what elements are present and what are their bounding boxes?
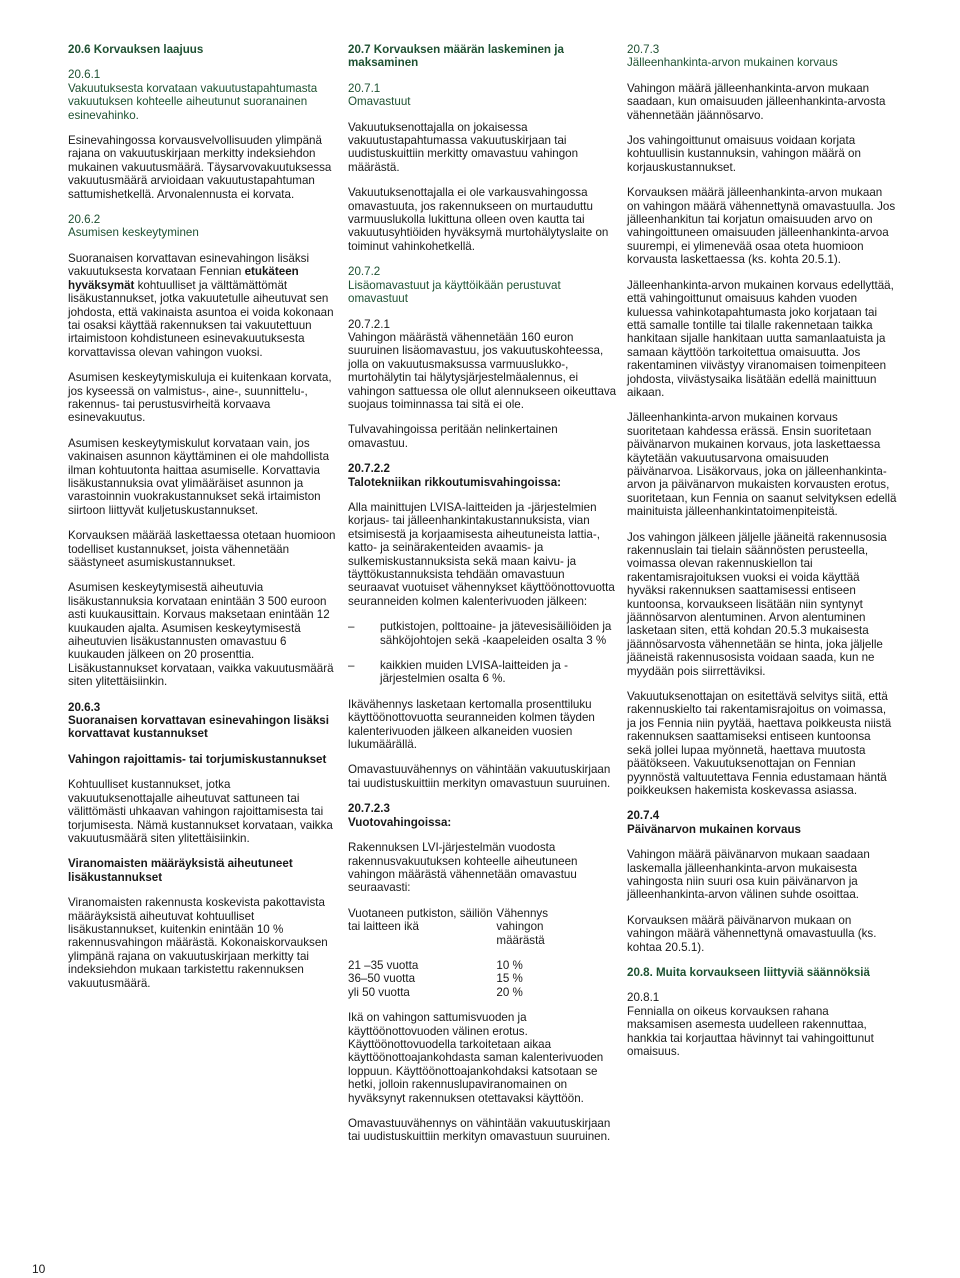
dash-bullet: – [348, 659, 355, 673]
table-header-cell: Vähennys vahingon määrästä [496, 906, 548, 947]
column-1 [68, 43, 338, 1002]
table-cell: 15 % [496, 972, 523, 986]
list-item [348, 620, 618, 647]
paragraph: Jälleenhankinta-arvon mukainen korvaus edellyttää, että vahingoittunut omaisuus kahden vuoden kuluessa vahinkotapahtumasta joko korjataan tai että samalle tontille tai tilalle rakennetaan taikka hankitaan sijalle hankitaan uutta samanlaatuista ja samaan käyttöön tarkoitettua omaisuutta. Jos rakentaminen viivästyy viranomaisen toimenpiteen johdosta, viivästysaika lisätään edellä mainittuun aikaan. [627, 278, 894, 399]
section-title: Omavastuut [348, 95, 411, 109]
section-20-6-3-heading [68, 701, 338, 741]
paragraph: Omavastuuvähennys on vähintään vakuutuskirjaan tai uudistuskuittiin merkityn omavastuun suuruinen. [348, 763, 611, 790]
section-20-7-2-3-heading [348, 802, 618, 829]
table-cell: yli 50 vuotta [348, 985, 410, 999]
page-number: 10 [32, 1262, 46, 1276]
paragraph: Asumisen keskeytymisestä aiheutuvia lisäkustannuksia korvataan enintään 3 500 euroon asti kuukausittain. Korvaus maksetaan enintään 12 kuukauden ajalta. Asumisen keskeytymisestä aiheutuvien lisäkustannusten omavastuu 6 kuukauden jälkeen on 20 prosenttia. Lisäkustannukset korvataan, vaikka vakuutusmäärä siten ylitettäisiinkin. [68, 581, 334, 689]
section-20-7-4-heading [627, 809, 897, 836]
paragraph: Jos vahingoittunut omaisuus voidaan korjata kohtuullisin kustannuksin, vahingon määrä on korjauskustannukset. [627, 134, 861, 174]
paragraph: Korvauksen määrä päivänarvon mukaan on vahingon määrä vähennettynä omavastuulla (ks. kohtaa 20.5.1). [627, 913, 877, 954]
deductible-table [348, 907, 548, 999]
section-title: Suoranaisen korvattavan esinevahingon lisäksi korvattavat kustannukset [68, 714, 329, 741]
table-cell: 10 % [496, 958, 523, 972]
paragraph: Ikä on vahingon sattumisvuoden ja käyttöönottovuoden välinen erotus. Käyttöönottovuodella tarkoitetaan aikaa käyttöönottoajankohdasta saman kalenterivuoden loppuun. Käyttöönottoajankohdaksi katsotaan se hetki, jolloin rakennuslupaviranomainen on hyväksynyt rakennuksen otettavaksi käyttöön. [348, 1011, 604, 1105]
list-item-text: putkistojen, polttoaine- ja jätevesisäiliöiden ja sähköjohtojen sekä -kaapeleiden osalta 3 % [380, 620, 612, 647]
section-title: Talotekniikan rikkoutumisvahingoissa: [348, 475, 562, 489]
table-row [348, 959, 548, 972]
section-number: 20.7.2.2 [348, 462, 390, 476]
section-20-6-title: 20.6 Korvauksen laajuus [68, 43, 204, 56]
paragraph: Esinevahingossa korvausvelvollisuuden ylimpänä rajana on vakuutuskirjaan merkitty indeksiehdon mukainen vakuutusmäärä. Täysarvovakuutuksessa vakuutusmäärä arvioidaan vakuutustapahtuman sattumishetkellä. Arvonalennusta ei korvata. [68, 134, 332, 201]
table-cell: 20 % [496, 985, 523, 999]
section-20-8-1-heading [627, 991, 897, 1004]
section-title: Lisäomavastuut ja käyttöikään perustuvat omavastuut [348, 278, 561, 306]
table-cell: 36–50 vuotta [348, 972, 416, 986]
list-item [348, 659, 618, 686]
paragraph: Vakuutuksenottajalla ei ole varkausvahingossa omavastuuta, jos rakennukseen on murtauduttu varmuuslukolla lukittuna olleen oven kautta tai vakuutusyhtiöiden hyväksymä murtohälytyslaite on toiminut vahinkohetkellä. [348, 186, 609, 253]
section-number: 20.7.3 [627, 43, 660, 56]
section-20-7-title: 20.7 Korvauksen määrän laskeminen ja maksaminen [348, 43, 564, 70]
paragraph: Jos vahingon jälkeen jäljelle jääneitä rakennusosia rakennuslain tai tielain säännösten perusteella, voimassa olevan rakennuskiellon tai rakentamisrajoituksen vuoksi ei voida käyttää hyväksi rakennuksen saattamisessi entiseen kuntoonsa, korvaukseen lisätään niin syntynyt jäännösarvon alentuminen. Arvon alentuminen lasketaan siten, että kohdan 20.5.3 mukaisesta jäännösarvosta vähennetään se hinta, joka jäljelle jääneistä rakennusosista voidaan saada, kun ne myydään pois siirrettäviksi. [627, 530, 887, 678]
subheading: Vahingon rajoittamis- tai torjumiskustannukset [68, 752, 327, 766]
section-number: 20.8.1 [627, 991, 660, 1005]
paragraph: Asumisen keskeytymiskulut korvataan vain, jos vakinaisen asunnon käyttäminen ei ole mahdollista ilman kohtuutonta haittaa asumiselle. Korvattavia lisäkustannuksia ovat ylimääräiset asunnon ja varastoinnin vuokrakustannukset sekä irtaimiston siirtoon liittyvät kuljetuskustannukset. [68, 436, 330, 517]
column-2 [348, 43, 618, 1156]
paragraph: Fennialla on oikeus korvauksen rahana maksamisen asemesta uudelleen rakennuttaa, hankkia tai korjauttaa hävinnyt tai vahingoittunut omaisuus. [627, 1004, 874, 1058]
section-20-7-2-2-heading [348, 462, 618, 489]
subheading: Viranomaisten määräyksistä aiheutuneet lisäkustannukset [68, 857, 293, 884]
text-run: kohtuulliset ja välttämättömät lisäkustannukset, jotka vakuutetulle aiheutuvat sen johdosta, että vakinaista asuntoa ei voida kokonaan tai osaksi käyttää rakennuksen tai vakuutettuun irtaimistoon kohdistuneen esinevakuutuksesta korvattavissa olevan vahingon vuoksi. [68, 278, 334, 359]
section-number: 20.7.2.1 [348, 317, 390, 331]
paragraph: Korvauksen määrää laskettaessa otetaan huomioon todelliset kustannukset, joista vähennetään säästyneet asumiskustannukset. [68, 529, 336, 569]
paragraph: Vakuutuksenottajan on esitettävä selvitys siitä, että rakennuskielto tai rakentamisrajoitus on voimassa, ja jos Fennia niin pyytää, haettava poikkeusta niistä rakennuksen saattamiseksi entiseen kuntoonsa sekä jollei lupaa myönnetä, haettava muutosta päätökseen. Vakuutuksenottajan on Fennian pyynnöstä valtuutettava Fennia edustamaan häntä poikkeuksen hakemista koskevassa asiassa. [627, 690, 892, 797]
table-header-cell: Vuotaneen putkiston, säiliön tai laitteen ikä [348, 906, 493, 934]
table-spacer-row [348, 947, 548, 959]
paragraph: Vahingon määrä jälleenhankinta-arvon mukaan saadaan, kun omaisuuden jälleenhankinta-arvosta vähennetään jäännösarvo. [627, 81, 886, 122]
section-20-7-2-1-heading [348, 318, 618, 331]
section-20-7-1-heading [348, 82, 618, 109]
paragraph [68, 252, 338, 359]
table-header-row [348, 907, 548, 947]
table-cell: 21 –35 vuotta [348, 958, 419, 972]
table-row [348, 972, 548, 985]
section-20-6-2-heading [68, 213, 338, 240]
section-number: 20.7.1 [348, 81, 381, 95]
paragraph: Vahingon määrästä vähennetään 160 euron suuruinen lisäomavastuu, jos vakuutuskohteessa, jolla on vakuutusmaksussa varmuuslukko-, murtohälytin tai hälytysjärjestelmäalennus, ei vahingon sattuessa ole ollut alennukseen oikeuttava suojaus toiminnassa tai sitä ei ole. [348, 330, 617, 411]
paragraph: Viranomaisten rakennusta koskevista pakottavista määräyksistä aiheutuvat kohtuulliset lisäkustannukset, kuitenkin enintään 10 % rakennusvahingon määrästä. Kokonaiskorvauksen ylimpänä rajana on vakuutuskirjaan merkitty tai indeksiehdon mukaan tarkistettu rakennuksen vakuutusmäärä. [68, 896, 328, 990]
paragraph: Alla mainittujen LVISA-laitteiden ja -järjestelmien korjaus- tai jälleenhankintakustannuksista, vian etsimisestä ja korjaamisesta aiheutuneista lattia-, katto- ja seinärakenteiden avaamis- ja sulkemiskustannuksista sekä maan kaivu- ja täyttökustannuksista tehdään omavastuun seuraavat vuotuiset vähennykset käyttöönottovuotta seuranneiden kolmen kalenterivuoden jälkeen: [348, 500, 615, 608]
paragraph: Omavastuuvähennys on vähintään vakuutuskirjaan tai uudistuskuittiin merkityn omavastuun suuruinen. [348, 1117, 611, 1144]
paragraph: Jälleenhankinta-arvon mukainen korvaus suoritetaan kahdessa erässä. Ensin suoritetaan päivänarvon mukainen korvaus, jota laskettaessa käytetään vakuutusarvona omaisuuden päivänarvoa. Lisäkorvaus, joka on jälleenhankinta-arvon ja päivänarvon mukaisten korvausten erotus, suoritetaan, kun Fennia on saanut selvityksen edellä mainituista jälleenhankintatoimenpiteistä. [627, 411, 897, 519]
paragraph: Vakuutuksenottajalla on jokaisessa vakuutustapahtumassa vakuutuskirjaan tai uudistuskuittiin merkitty omavastuu vahingon määrästä. [348, 120, 579, 174]
section-number: 20.7.4 [627, 809, 660, 823]
section-title: Jälleenhankinta-arvon mukainen korvaus [627, 56, 838, 70]
section-number: 20.6.1 [68, 68, 101, 82]
section-20-7-3-heading [627, 43, 897, 70]
paragraph: Vahingon määrä päivänarvon mukaan saadaan laskemalla jälleenhankinta-arvon mukaisesta vahingosta niin suuri osa kuin päivänarvon ja jälleenhankinta-arvon välinen suhde osoittaa. [627, 848, 870, 902]
list-item-text: kaikkien muiden LVISA-laitteiden ja -järjestelmien osalta 6 %. [380, 659, 568, 686]
section-20-8-title: 20.8. Muita korvaukseen liittyviä säännöksiä [627, 965, 870, 979]
section-title: Päivänarvon mukainen korvaus [627, 822, 801, 836]
paragraph: Ikävähennys lasketaan kertomalla prosenttiluku käyttöönottovuotta seuranneiden kolmen täyden kalenterivuoden jälkeen alkaneiden vuosien lukumäärällä. [348, 697, 595, 752]
section-20-6-1 [68, 68, 338, 122]
paragraph: Tulvavahingoissa peritään nelinkertainen omavastuu. [348, 423, 558, 450]
section-number: 20.7.2 [348, 265, 381, 279]
section-number: 20.6.3 [68, 700, 101, 714]
bold-text: etukäteen hyväksymät [68, 265, 299, 292]
dash-bullet: – [348, 620, 355, 634]
section-number: 20.6.2 [68, 213, 101, 227]
paragraph: Kohtuulliset kustannukset, jotka vakuutuksenottajalle aiheutuvat sattuneen tai välittömästi uhkaavan vahingon rajoittamisesta tai torjumisesta. Nämä kustannukset korvataan, vaikka vakuutusmäärä siten ylitettäisiinkin. [68, 778, 333, 845]
table-row [348, 986, 548, 999]
column-3 [627, 43, 897, 1070]
paragraph: Rakennuksen LVI-järjestelmän vuodosta rakennusvakuutuksen kohteelle aiheutuneen vahingon määrästä vähennetään omavastuu seuraavasti: [348, 841, 578, 895]
section-title: Vuotovahingoissa: [348, 815, 452, 829]
section-title: Asumisen keskeytyminen [68, 226, 199, 240]
section-number: 20.7.2.3 [348, 802, 390, 816]
section-lead: Vakuutuksesta korvataan vakuutustapahtumasta vakuutuksen kohteelle aiheutunut suoranainen esinevahinko. [68, 81, 318, 122]
paragraph: Korvauksen määrä jälleenhankinta-arvon mukaan on vahingon määrä vähennettynä omavastuulla. Jos jälleenhankitun tai korjatun omaisuuden arvo on vahingoittuneen omaisuuden jälleenhankinta-arvoa suurempi, ei ylimenevää osaa oteta huomioon korvausta laskettaessa (ks. kohta 20.5.1). [627, 186, 896, 267]
text-run: Suoranaisen korvattavan esinevahingon lisäksi vakuutuksesta korvataan Fennian [68, 251, 310, 279]
paragraph: Asumisen keskeytymiskuluja ei kuitenkaan korvata, jos kyseessä on valmistus-, aine-, suunnittelu-, rakennus- tai perustusvirheitä korvaava esinevakuutus. [68, 371, 332, 425]
section-20-7-2-heading [348, 265, 618, 305]
